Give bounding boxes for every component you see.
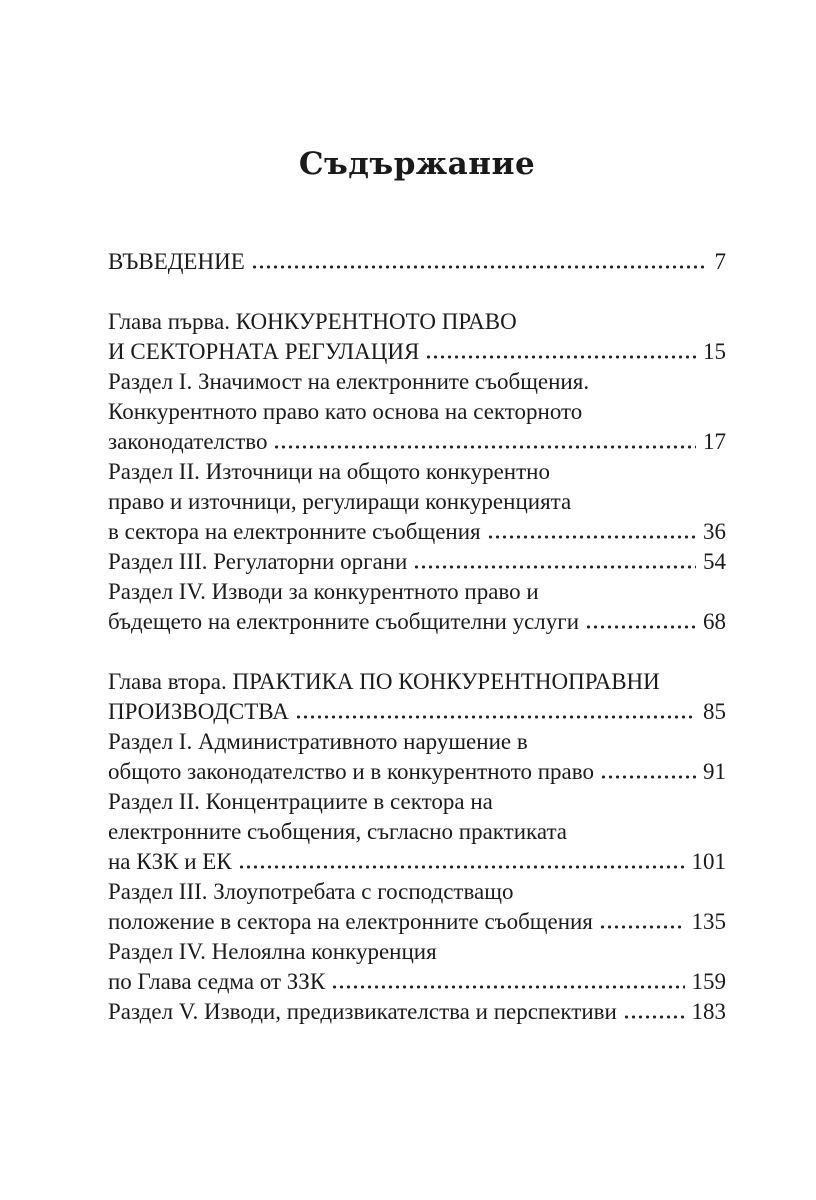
toc-entry: [108, 367, 726, 457]
page-number: 7: [714, 249, 726, 274]
toc-line: [108, 667, 726, 697]
toc-entry: [108, 937, 726, 997]
toc-entry: [108, 577, 726, 637]
dot-leader: [413, 565, 696, 569]
toc-line-text: право и източници, регулиращи конкуренцията: [108, 489, 572, 514]
dot-leader: [600, 775, 696, 779]
toc-entry: [108, 307, 726, 367]
toc-line-text: електронните съобщения, съгласно практиката: [108, 819, 568, 844]
dot-leader: [599, 925, 685, 929]
toc-line-text: Раздел I. Значимост на електронните съобщения.: [108, 369, 590, 394]
dot-leader: [425, 355, 696, 359]
dot-leader: [487, 535, 696, 539]
dot-leader: [331, 985, 684, 989]
page-number: 91: [703, 759, 726, 784]
toc-line: [108, 367, 726, 397]
toc-line: [108, 787, 726, 817]
toc-entry: [108, 247, 726, 277]
page-title: Съдържание: [298, 146, 536, 182]
page-number: 159: [691, 969, 726, 994]
toc-section: [108, 667, 726, 1027]
toc-line: [108, 607, 726, 637]
toc-entry: [108, 667, 726, 727]
toc-line-text: законодателство: [108, 429, 268, 454]
toc-line-text: Раздел II. Източници на общото конкурентно: [108, 459, 550, 484]
toc-entry: [108, 997, 726, 1027]
toc-line: [108, 547, 726, 577]
toc-line: [108, 457, 726, 487]
toc-line: [108, 907, 726, 937]
dot-leader: [251, 265, 708, 269]
toc-section: [108, 307, 726, 637]
page-number: 101: [691, 849, 726, 874]
toc-line-text: по Глава седма от ЗЗК: [108, 969, 326, 994]
toc-line: [108, 247, 726, 277]
dot-leader: [623, 1015, 685, 1019]
page-number: 17: [703, 429, 726, 454]
toc-line-text: Раздел II. Концентрациите в сектора на: [108, 789, 493, 814]
toc-line: [108, 847, 726, 877]
page-number: 183: [691, 999, 726, 1024]
toc-line-text: в сектора на електронните съобщения: [108, 519, 481, 544]
dot-leader: [238, 865, 685, 869]
dot-leader: [295, 715, 696, 719]
toc-line: [108, 577, 726, 607]
toc-line: [108, 997, 726, 1027]
dot-leader: [273, 445, 696, 449]
page-number: 68: [703, 609, 726, 634]
toc-list: [108, 247, 726, 1027]
toc-line-text: бъдещето на електронните съобщителни услуги: [108, 609, 580, 634]
toc-entry: [108, 457, 726, 547]
toc-line: [108, 427, 726, 457]
toc-line-text: Раздел IV. Нелоялна конкуренция: [108, 939, 437, 964]
toc-line: [108, 877, 726, 907]
page-number: 54: [703, 549, 726, 574]
toc-line: [108, 517, 726, 547]
toc-line-text: Раздел IV. Изводи за конкурентното право и: [108, 579, 539, 604]
toc-section: [108, 247, 726, 277]
toc-line: [108, 937, 726, 967]
toc-entry: [108, 877, 726, 937]
toc-line-text: на КЗК и ЕК: [108, 849, 232, 874]
page-number: 85: [703, 699, 726, 724]
toc-line: [108, 487, 726, 517]
toc-entry: [108, 727, 726, 787]
toc-entry: [108, 547, 726, 577]
toc-line-text: Глава първа. КОНКУРЕНТНОТО ПРАВО: [108, 309, 517, 334]
toc-line: [108, 397, 726, 427]
toc-line-text: Раздел I. Административното нарушение в: [108, 729, 528, 754]
toc-line-text: Глава втора. ПРАКТИКА ПО КОНКУРЕНТНОПРАВНИ: [108, 669, 660, 694]
page-number: 36: [703, 519, 726, 544]
page-number: 135: [691, 909, 726, 934]
toc-line-text: И СЕКТОРНАТА РЕГУЛАЦИЯ: [108, 339, 420, 364]
toc-line-text: Раздел V. Изводи, предизвикателства и перспективи: [108, 999, 617, 1024]
toc-line-text: Раздел III. Регулаторни органи: [108, 549, 408, 574]
toc-line-text: ВЪВЕДЕНИЕ: [108, 249, 245, 274]
toc-line: [108, 337, 726, 367]
toc-line: [108, 307, 726, 337]
toc-line-text: положение в сектора на електронните съобщения: [108, 909, 593, 934]
toc-entry: [108, 787, 726, 877]
toc-line-text: Конкурентното право като основа на секторното: [108, 399, 583, 424]
toc-line-text: ПРОИЗВОДСТВА: [108, 699, 289, 724]
toc-line-text: Раздел III. Злоупотребата с господстващо: [108, 879, 514, 904]
toc-line-text: общото законодателство и в конкурентното право: [108, 759, 594, 784]
page-number: 15: [703, 339, 726, 364]
dot-leader: [585, 625, 696, 629]
toc-line: [108, 967, 726, 997]
toc-line: [108, 757, 726, 787]
toc-line: [108, 727, 726, 757]
toc-line: [108, 817, 726, 847]
toc-line: [108, 697, 726, 727]
